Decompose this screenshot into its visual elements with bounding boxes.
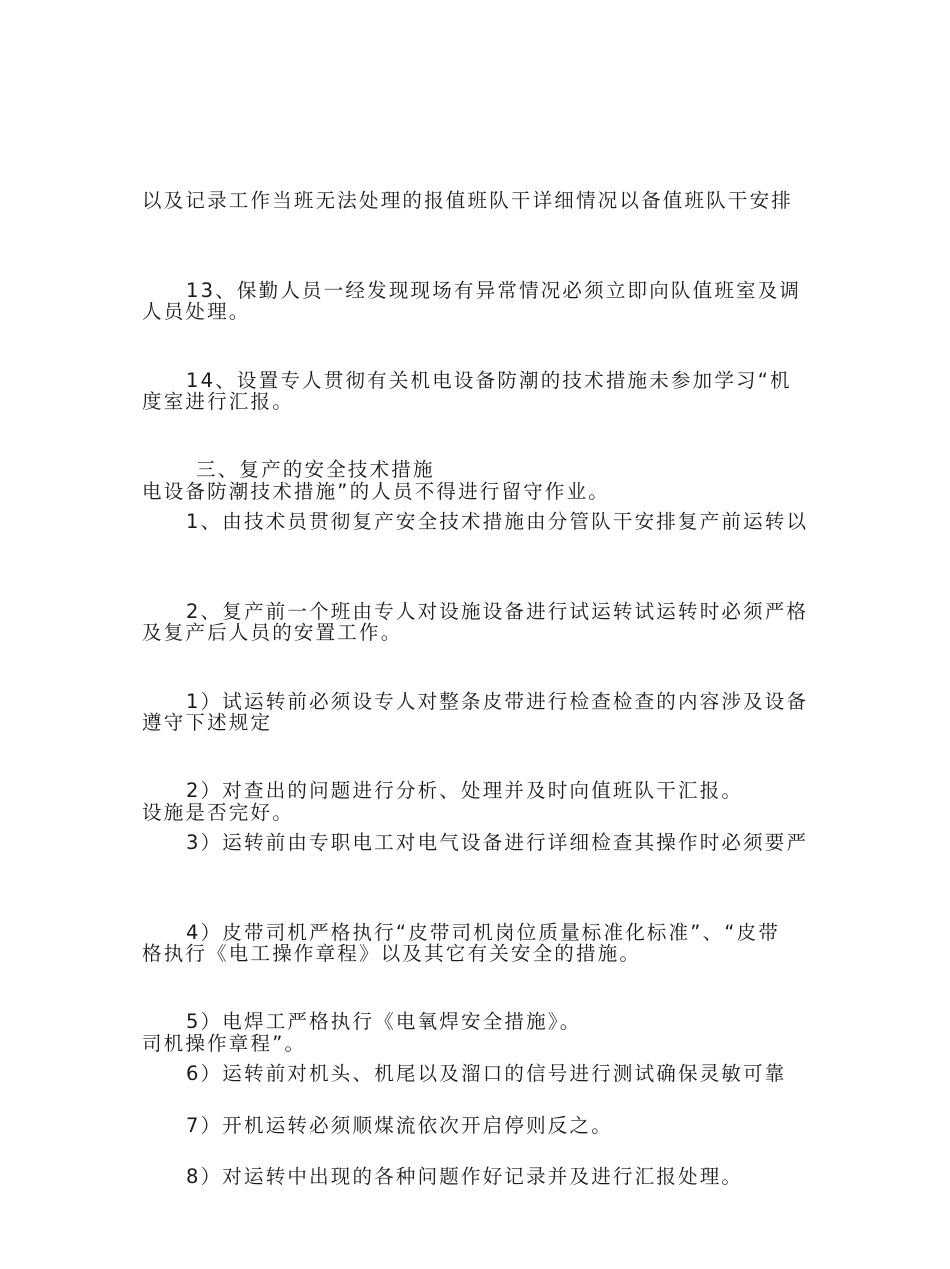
text-line: 3）运转前由专职电工对电气设备进行详细检查其操作时必须要严 [186,831,809,854]
text-line: 司机操作章程”。 [142,1032,307,1055]
text-line: 度室进行汇报。 [142,390,294,413]
paragraph-subitem-8 [142,1084,822,1269]
text-line: 13、保勤人员一经发现现场有异常情况必须立即向队值班室及调 [186,279,802,302]
text-line: 设施是否完好。 [142,801,294,824]
text-line: 及复产后人员的安置工作。 [142,621,403,644]
text-line: 人员处理。 [142,300,251,323]
text-line: 5）电焊工严格执行《电氧焊安全措施》。 [186,1010,582,1033]
text-line: 1、由技术员贯彻复产安全技术措施由分管队干安排复产前运转以 [186,510,809,533]
text-line: 电设备防潮技术措施”的人员不得进行留守作业。 [142,480,611,503]
text-line: 7）开机运转必须顺煤流依次开启停则反之。 [186,1114,613,1137]
text-line: 4）皮带司机严格执行“皮带司机岗位质量标准化标准”、“皮带 [186,921,781,944]
text-line: 格执行《电工操作章程》以及其它有关安全的措施。 [142,942,642,965]
text-line: 8）对运转中出现的各种问题作好记录并及进行汇报处理。 [186,1165,744,1188]
text-line: 以及记录工作当班无法处理的报值班队干详细情况以备值班队干安排 [142,189,794,212]
text-line: 14、设置专人贯彻有关机电设备防潮的技术措施未参加学习“机 [186,369,792,392]
text-line: 遵守下述规定 [142,711,273,734]
text-line: 2）对查出的问题进行分析、处理并及时向值班队干汇报。 [186,779,744,802]
text-line: 1）试运转前必须设专人对整条皮带进行检查检查的内容涉及设备 [186,690,809,713]
text-line: 2、复产前一个班由专人对设施设备进行试运转试运转时必须严格 [186,600,809,623]
text-line: 6）运转前对机头、机尾以及溜口的信号进行测试确保灵敏可靠 [186,1062,787,1085]
heading-text: 三、复产的安全技术措施 [196,458,435,481]
